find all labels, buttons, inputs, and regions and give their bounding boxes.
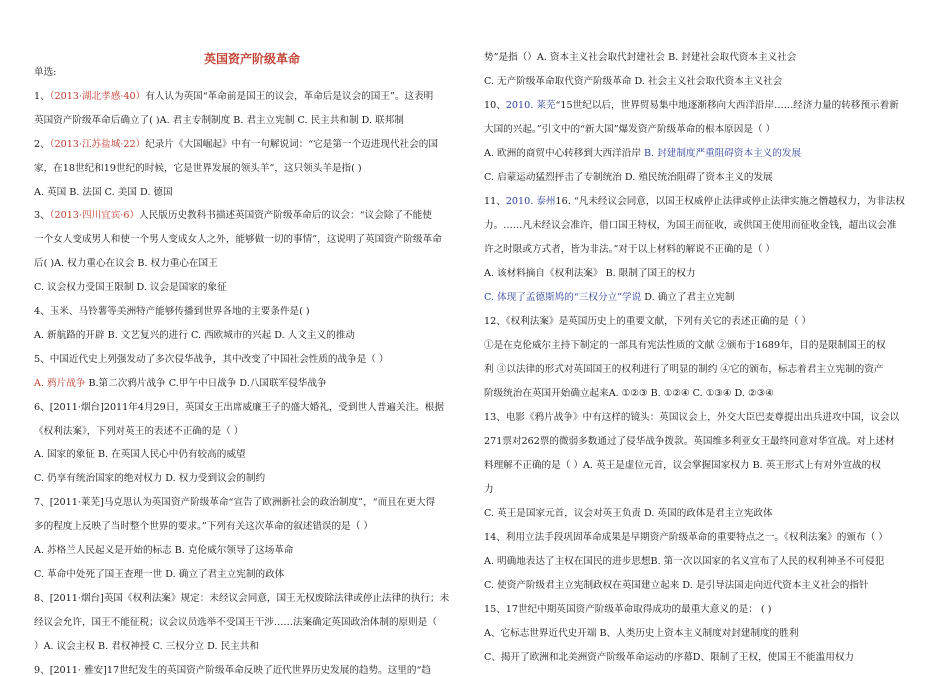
text-line bbox=[484, 481, 494, 495]
text-line bbox=[484, 121, 775, 135]
text-segment: 2010. 泰州 bbox=[505, 196, 556, 207]
text-segment: 16. “凡未经议会同意，以国王权威停止法律或停止法律实施之僭越权力，为非法权 bbox=[555, 196, 905, 207]
text-segment: C. 仍享有统治国家的绝对权力 D. 权力受到议会的制约 bbox=[34, 473, 266, 485]
text-segment: 势”是指（）A. 资本主义社会取代封建社会 B. 封建社会取代资本主义社会 bbox=[484, 52, 797, 63]
text-segment: 9、[2011· 雅安]17世纪发生的英国资产阶级革命反映了近代世界历史发展的趋势。这里的“趋 bbox=[34, 664, 431, 676]
text-segment: A. 欧洲的商贸中心转移到大西洋沿岸 bbox=[484, 148, 644, 159]
text-segment: 2、 bbox=[34, 138, 50, 150]
text-segment: 3、 bbox=[34, 210, 50, 222]
text-line bbox=[34, 542, 293, 556]
text-segment: C. 体现了孟德斯鸠的“三权分立”学说 bbox=[484, 292, 642, 303]
text-line bbox=[484, 193, 905, 207]
text-segment: 力 bbox=[484, 484, 494, 495]
text-line bbox=[34, 399, 444, 413]
text-line bbox=[34, 494, 435, 508]
text-line bbox=[484, 145, 801, 159]
text-line bbox=[34, 231, 442, 245]
text-segment: 7、[2011·莱芜]马克思认为英国资产阶级革命“宣告了欧洲新社会的政治制度”，“而且在更大得 bbox=[34, 497, 436, 509]
text-segment: 11、 bbox=[484, 196, 506, 207]
text-segment: 271票对262票的微弱多数通过了侵华战争拨款。英国维多利亚女王最终同意对华宣战。对上述材 bbox=[484, 436, 895, 447]
text-line bbox=[484, 337, 886, 351]
text-segment: C、揭开了欧洲和北美洲资产阶级革命运动的序幕D、限制了王权，使国王不能滥用权力 bbox=[484, 652, 854, 663]
text-line bbox=[34, 566, 284, 580]
text-line bbox=[34, 88, 433, 102]
text-segment: 大国的兴起。”引文中的“新大国”爆发资产阶级革命的根本原因是（ ） bbox=[484, 124, 776, 135]
text-line bbox=[484, 265, 696, 279]
text-line bbox=[34, 303, 310, 317]
text-segment: 家，在18世纪和19世纪的时候，它是世界发展的领头羊”，这只领头羊是指( ) bbox=[34, 162, 362, 174]
text-line bbox=[34, 136, 438, 150]
text-line bbox=[34, 518, 373, 532]
text-segment: 单选: bbox=[34, 67, 57, 78]
text-line bbox=[34, 64, 56, 78]
text-segment: 1、 bbox=[34, 90, 50, 102]
text-line bbox=[484, 553, 884, 567]
text-line bbox=[484, 625, 798, 639]
text-segment: 多的程度上反映了当时整个世界的要求。”下列有关这次革命的叙述错误的是（ ） bbox=[34, 521, 373, 533]
text-line bbox=[34, 207, 432, 221]
text-segment: （2013·湖北孝感·40） bbox=[49, 90, 146, 102]
text-segment: C. 无产阶级革命取代资产阶级革命 D. 社会主义社会取代资本主义社会 bbox=[484, 76, 783, 87]
text-segment: 英国资产阶级革命后确立了( )A. 君主专制制度 B. 君主立宪制 C. 民主共和制 D. 联邦制 bbox=[34, 114, 404, 126]
text-line bbox=[484, 601, 771, 615]
text-segment: B.第二次鸦片战争 C.甲午中日战争 D.八国联军侵华战争 bbox=[85, 377, 327, 389]
text-line bbox=[484, 457, 881, 471]
text-line bbox=[34, 255, 218, 269]
text-line bbox=[34, 638, 259, 652]
text-line bbox=[484, 529, 888, 543]
text-segment: B. 封建制度严重阻碍资本主义的发展 bbox=[643, 148, 802, 159]
text-segment: C. 使资产阶级君主立宪制政权在英国建立起来 D. 是引导法国走向近代资本主义社会的指针 bbox=[484, 580, 869, 591]
text-line bbox=[34, 184, 173, 198]
text-segment: 后( )A. 权力重心在议会 B. 权力重心在国王 bbox=[34, 258, 218, 270]
text-segment: 纪录片《大国崛起》中有一句解说词：“它是第一个迈进现代社会的国 bbox=[145, 138, 438, 150]
text-segment: （2013·江苏盐城·22） bbox=[49, 138, 146, 150]
text-line bbox=[484, 433, 895, 447]
text-segment: A. 国家的象征 B. 在英国人民心中仍有较高的威望 bbox=[34, 449, 246, 461]
text-segment: ）A. 议会主权 B. 君权神授 C. 三权分立 D. 民主共和 bbox=[34, 640, 259, 652]
text-line bbox=[34, 470, 265, 484]
text-line bbox=[34, 160, 362, 174]
text-line bbox=[34, 590, 449, 604]
text-segment: 12、《权利法案》是英国历史上的重要文献，下列有关它的表述正确的是（ ） bbox=[484, 316, 812, 327]
text-line bbox=[484, 409, 899, 423]
text-line bbox=[34, 351, 389, 365]
text-line bbox=[484, 313, 811, 327]
text-segment: （2013·四川宜宾·6） bbox=[49, 210, 140, 222]
text-line bbox=[34, 279, 227, 293]
text-line bbox=[484, 97, 899, 111]
text-segment: 15、17世纪中期英国资产阶级革命取得成功的最重大意义的是： ( ) bbox=[484, 604, 772, 615]
text-segment: 4、玉米、马铃薯等美洲特产能够传播到世界各地的主要条件是( ) bbox=[34, 306, 310, 317]
text-segment: 料理解不正确的是（ ）A. 英王是虚位元首，议会掌握国家权力 B. 英王形式上有对外宣战的权 bbox=[484, 460, 881, 471]
text-segment: 有人认为英国“革命前是国王的议会，革命后是议会的国王”。这表明 bbox=[145, 90, 434, 102]
text-segment: A. 苏格兰人民起义是开始的标志 B. 克伦威尔领导了这场革命 bbox=[34, 545, 294, 556]
text-line bbox=[484, 49, 796, 63]
text-segment: 《权利法案》，下列对英王的表述不正确的是（ ） bbox=[34, 425, 244, 437]
text-segment: 人民版历史教科书描述英国资产阶级革命后的议会：“议会除了不能使 bbox=[139, 210, 432, 222]
text-line bbox=[34, 662, 431, 676]
text-line bbox=[484, 385, 774, 399]
text-line bbox=[484, 241, 775, 255]
text-segment: 一个女人变成男人和使一个男人变成女人之外，能够做一切的事情”，这说明了英国资产阶级革命 bbox=[34, 234, 442, 246]
text-line bbox=[484, 649, 854, 663]
text-line bbox=[484, 169, 773, 183]
page-title: 英国资产阶级革命 bbox=[204, 52, 301, 66]
text-line bbox=[34, 112, 404, 126]
text-line bbox=[34, 446, 246, 460]
text-line bbox=[484, 577, 869, 591]
text-segment: 6、[2011·烟台]2011年4月29日，英国女王出席威廉王子的盛大婚礼，受到世人普遍关注。根据 bbox=[34, 401, 444, 413]
text-segment: 利 ③以法律的形式对英国国王的权利进行了明显的制约 ④它的颁布，标志着君主立宪制的资产 bbox=[484, 364, 884, 375]
text-line bbox=[484, 505, 773, 519]
text-line bbox=[34, 375, 327, 389]
text-segment: A、它标志世界近代史开端 B、人类历史上资本主义制度对封建制度的胜利 bbox=[484, 628, 799, 639]
text-segment: D. 确立了君主立宪制 bbox=[641, 292, 735, 303]
text-line bbox=[484, 73, 782, 87]
text-segment: C. 英王是国家元首，议会对英王负责 D. 英国的政体是君主立宪政体 bbox=[484, 508, 773, 519]
text-segment: C. 启蒙运动猛烈抨击了专制统治 D. 殖民统治阻碍了资本主义的发展 bbox=[484, 172, 773, 183]
text-segment: A. 新航路的开辟 B. 文艺复兴的进行 C. 西欧城市的兴起 D. 人文主义的推动 bbox=[34, 329, 355, 341]
text-line bbox=[34, 614, 437, 628]
text-segment: C. 议会权力受国王限制 D. 议会是国家的象征 bbox=[34, 282, 227, 294]
text-segment: 8、[2011·烟台]英国《权利法案》规定：未经议会同意，国王无权废除法律或停止法律的执行；未 bbox=[34, 592, 450, 604]
text-line bbox=[484, 289, 734, 303]
text-segment: C. 革命中处死了国王查理一世 D. 确立了君主立宪制的政体 bbox=[34, 568, 285, 580]
text-segment: A. 英国 B. 法国 C. 美国 D. 德国 bbox=[34, 186, 173, 198]
text-segment: A. 鸦片战争 bbox=[34, 377, 86, 389]
text-segment: 5、中国近代史上列强发动了多次侵华战争，其中改变了中国社会性质的战争是（ ） bbox=[34, 353, 389, 365]
text-segment: ①是在克伦威尔主持下制定的一部具有宪法性质的文献 ②颁布于1689年，目的是限制国王的权 bbox=[484, 340, 886, 351]
text-line bbox=[34, 423, 243, 437]
text-line bbox=[34, 327, 355, 341]
text-segment: 2010. 莱芜 bbox=[505, 100, 556, 111]
text-segment: 14、利用立法手段巩固革命成果是早期资产阶级革命的重要特点之一。《权利法案》的颁布（ ） bbox=[484, 532, 888, 543]
text-line bbox=[484, 217, 897, 231]
text-segment: A. 明确地表达了主权在国民的进步思想B. 第一次以国家的名义宣布了人民的权利神圣不可侵犯 bbox=[484, 556, 885, 567]
text-segment: A. 该材料摘自《权利法案》 B. 限制了国王的权力 bbox=[484, 268, 696, 279]
text-line bbox=[484, 361, 883, 375]
text-segment: 许之时限或方式者，皆为非法。”对于以上材料的解说不正确的是（ ） bbox=[484, 244, 775, 255]
text-segment: “15世纪以后，世界贸易集中地逐渐移向大西洋沿岸……经济力量的转移预示着新 bbox=[555, 100, 899, 111]
text-segment: 力。……凡未经议会准许，借口国王特权，为国王而征收，或供国王使用而征收金钱，超出议会准 bbox=[484, 220, 897, 231]
text-segment: 经议会允许，国王不能征税；议会议员选举不受国王干涉……法案确定英国政治体制的原则是（ bbox=[34, 616, 437, 628]
text-segment: 阶级统治在英国开始确立起来A. ①②③ B. ①②④ C. ①③④ D. ②③④ bbox=[484, 388, 774, 399]
text-segment: 10、 bbox=[484, 100, 506, 111]
text-segment: 13、电影《鸦片战争》中有这样的镜头：英国议会上，外交大臣巴麦尊提出出兵进攻中国，议会以 bbox=[484, 412, 900, 423]
